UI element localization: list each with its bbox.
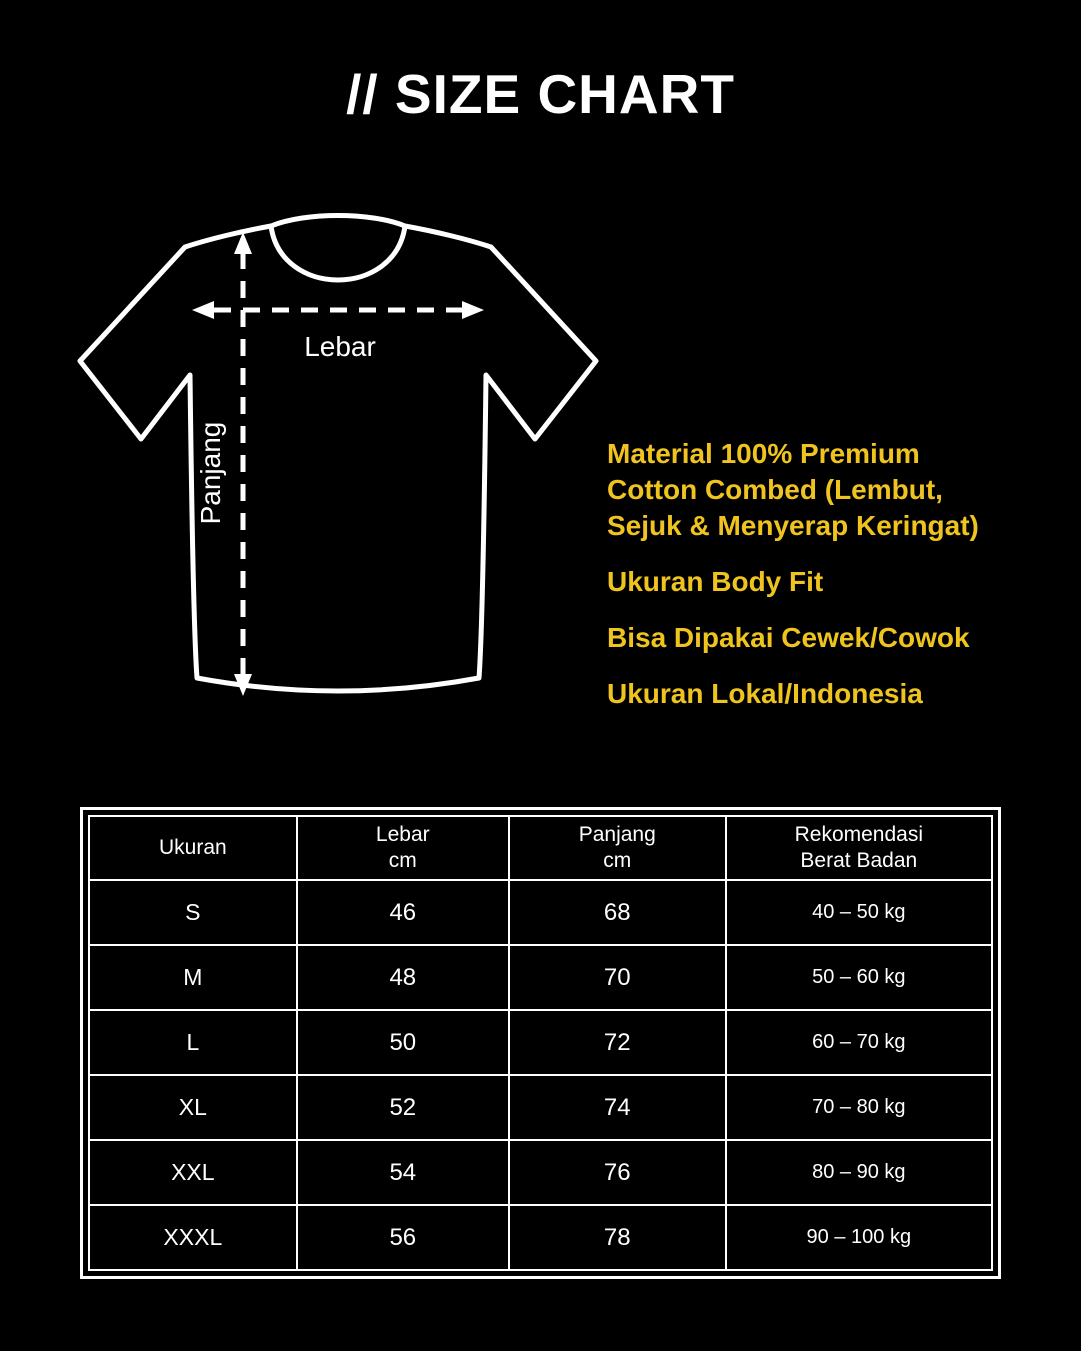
page-title: // SIZE CHART: [346, 63, 735, 125]
size-table-grid: [88, 815, 993, 1271]
header-size-label: Ukuran: [158, 836, 227, 859]
table-row: [89, 945, 992, 1010]
header-size: [89, 816, 297, 880]
table-row: [89, 880, 992, 945]
cell-lebar: 56: [297, 1205, 509, 1270]
tshirt-outline-icon: [80, 216, 596, 692]
cell-size: XXXL: [89, 1205, 297, 1270]
header-width-unit: cm: [388, 849, 417, 872]
cell-berat: 80 – 90 kg: [726, 1140, 992, 1205]
cell-lebar: 48: [297, 945, 509, 1010]
feature-sizing: Ukuran Lokal/Indonesia: [607, 678, 923, 709]
cell-lebar: 54: [297, 1140, 509, 1205]
cell-size: L: [89, 1010, 297, 1075]
header-length: [509, 816, 726, 880]
cell-size: XXL: [89, 1140, 297, 1205]
feature-fit: Ukuran Body Fit: [607, 566, 824, 597]
size-table: [80, 807, 1001, 1279]
tshirt-measurement-diagram: [68, 198, 608, 718]
cell-lebar: 46: [297, 880, 509, 945]
cell-size: XL: [89, 1075, 297, 1140]
table-row: [89, 1010, 992, 1075]
cell-berat: 60 – 70 kg: [726, 1010, 992, 1075]
header-weight-label2: Berat Badan: [800, 849, 918, 872]
cell-size: S: [89, 880, 297, 945]
table-header-row: [89, 816, 992, 880]
header-width: [297, 816, 509, 880]
cell-berat: 40 – 50 kg: [726, 880, 992, 945]
feature-material: Material 100% Premium Cotton Combed (Lembut, Sejuk & Menyerap Keringat): [607, 438, 979, 541]
length-label: Panjang: [195, 421, 226, 525]
feature-unisex: Bisa Dipakai Cewek/Cowok: [607, 622, 970, 653]
cell-berat: 70 – 80 kg: [726, 1075, 992, 1140]
table-row: [89, 1140, 992, 1205]
cell-lebar: 52: [297, 1075, 509, 1140]
cell-panjang: 74: [509, 1075, 726, 1140]
header-weight-label1: Rekomendasi: [794, 823, 923, 846]
header-weight: [726, 816, 992, 880]
cell-lebar: 50: [297, 1010, 509, 1075]
header-length-unit: cm: [603, 849, 632, 872]
header-width-label: Lebar: [375, 823, 430, 846]
cell-panjang: 68: [509, 880, 726, 945]
header-length-label: Panjang: [578, 823, 656, 846]
cell-panjang: 70: [509, 945, 726, 1010]
width-label: Lebar: [304, 331, 376, 362]
cell-panjang: 72: [509, 1010, 726, 1075]
tshirt-diagram-svg: [68, 198, 608, 718]
product-features: [607, 436, 1009, 732]
cell-panjang: 76: [509, 1140, 726, 1205]
cell-berat: 50 – 60 kg: [726, 945, 992, 1010]
table-row: [89, 1075, 992, 1140]
cell-berat: 90 – 100 kg: [726, 1205, 992, 1270]
cell-panjang: 78: [509, 1205, 726, 1270]
table-row: [89, 1205, 992, 1270]
cell-size: M: [89, 945, 297, 1010]
